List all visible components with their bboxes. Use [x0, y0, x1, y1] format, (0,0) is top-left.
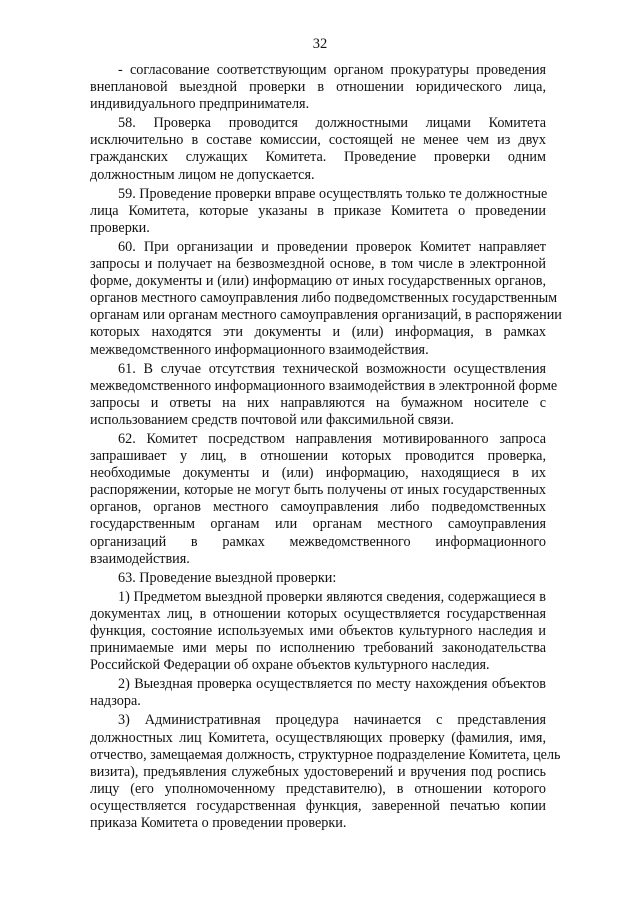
text-line: запросы и получает на безвозмездной основе, в том числе в электронной [90, 256, 546, 273]
text-line: органам или органам местного самоуправления организаций, в распоряжении [90, 307, 562, 324]
text-line: визита), предъявления служебных удостоверений и вручения под роспись [90, 763, 546, 780]
text-line: распоряжении, которые не могут быть получены от иных государственных [90, 482, 546, 499]
text-line: исключительно в составе комиссии, состоящей не менее чем из двух [90, 132, 546, 149]
text-line: функция, состояние используемых ими объектов культурного наследия и [90, 623, 546, 639]
text-line: использованием средств почтовой или факсимильной связи. [90, 411, 454, 428]
text-line: Российской Федерации об охране объектов культурного наследия. [90, 657, 490, 674]
text-line: 59. Проведение проверки вправе осуществлять только те должностные [118, 185, 548, 202]
text-line: необходимые документы и (или) информацию, находящиеся в их [90, 465, 546, 482]
text-line: проверки. [90, 219, 150, 236]
text-line: документах лиц, в отношении которых осуществляется государственная [90, 605, 546, 622]
text-line: органов местного самоуправления либо подведомственных государственным [90, 290, 558, 307]
page-number: 32 [312, 36, 328, 52]
text-line: отчество, замещаемая должность, структурное подразделение Комитета, цель [90, 746, 561, 763]
text-line: принимаемые ими меры по исполнению требований законодательства [90, 640, 546, 657]
paragraph-63-2 [90, 676, 546, 710]
text-line: государственным органам или органам местного самоуправления [90, 516, 546, 533]
document-body [90, 62, 562, 832]
text-line: индивидуального предпринимателя. [90, 96, 310, 113]
text-line: должностных лиц Комитета, осуществляющих проверку (фамилия, имя, [90, 729, 546, 746]
text-line: организаций в рамках межведомственного информационного [90, 533, 546, 550]
text-line: 61. В случае отсутствия технической возможности осуществления [118, 360, 546, 377]
paragraph-63-1 [90, 589, 546, 674]
paragraph-62 [90, 431, 546, 568]
text-line: приказа Комитета о проведении проверки. [90, 815, 347, 832]
text-line: запросы и ответы на них направляются на бумажном носителе с [90, 394, 546, 411]
text-line: 63. Проведение выездной проверки: [118, 569, 337, 586]
text-line: надзора. [90, 693, 141, 710]
text-line: - согласование соответствующим органом прокуратуры проведения [118, 62, 546, 78]
text-line: внеплановой выездной проверки в отношении юридического лица, [90, 79, 546, 96]
text-line: межведомственного информационного взаимодействия в электронной форме [90, 377, 558, 394]
text-line: 2) Выездная проверка осуществляется по месту нахождения объектов [118, 676, 546, 693]
paragraph-63 [90, 570, 546, 587]
text-line: взаимодействия. [90, 550, 190, 567]
text-line: осуществляется государственная функция, заверенной печатью копии [90, 797, 546, 814]
text-line: лицу (его уполномоченному представителю), в отношении которого [90, 780, 546, 797]
text-line: 60. При организации и проведении проверок Комитет направляет [118, 238, 546, 255]
paragraph-59 [90, 186, 546, 237]
text-line: межведомственного информационного взаимодействия. [90, 341, 429, 358]
text-line: 62. Комитет посредством направления мотивированного запроса [118, 430, 546, 447]
paragraph-60 [90, 238, 562, 359]
text-line: должностным лицом не допускается. [90, 166, 315, 183]
text-line: органов, органов местного самоуправления либо подведомственных [90, 499, 546, 516]
text-line: лица Комитета, которые указаны в приказе Комитета о проведении [90, 202, 546, 219]
text-line: которых находятся эти документы и (или) информация, в рамках [90, 324, 546, 341]
text-line: гражданских служащих Комитета. Проведение проверки одним [90, 149, 546, 166]
text-line: форме, документы и (или) информацию от иных государственных органов, [90, 273, 546, 290]
text-line: запрашивает у лиц, в отношении которых проводится проверка, [90, 448, 546, 465]
paragraph-63-3 [90, 712, 561, 832]
paragraph-58 [90, 115, 546, 183]
paragraph-intro [90, 62, 546, 113]
text-line: 3) Административная процедура начинается с представления [118, 712, 546, 729]
paragraph-61 [90, 360, 558, 429]
text-line: 1) Предметом выездной проверки являются сведения, содержащиеся в [118, 588, 546, 605]
text-line: 58. Проверка проводится должностными лицами Комитета [118, 115, 546, 132]
